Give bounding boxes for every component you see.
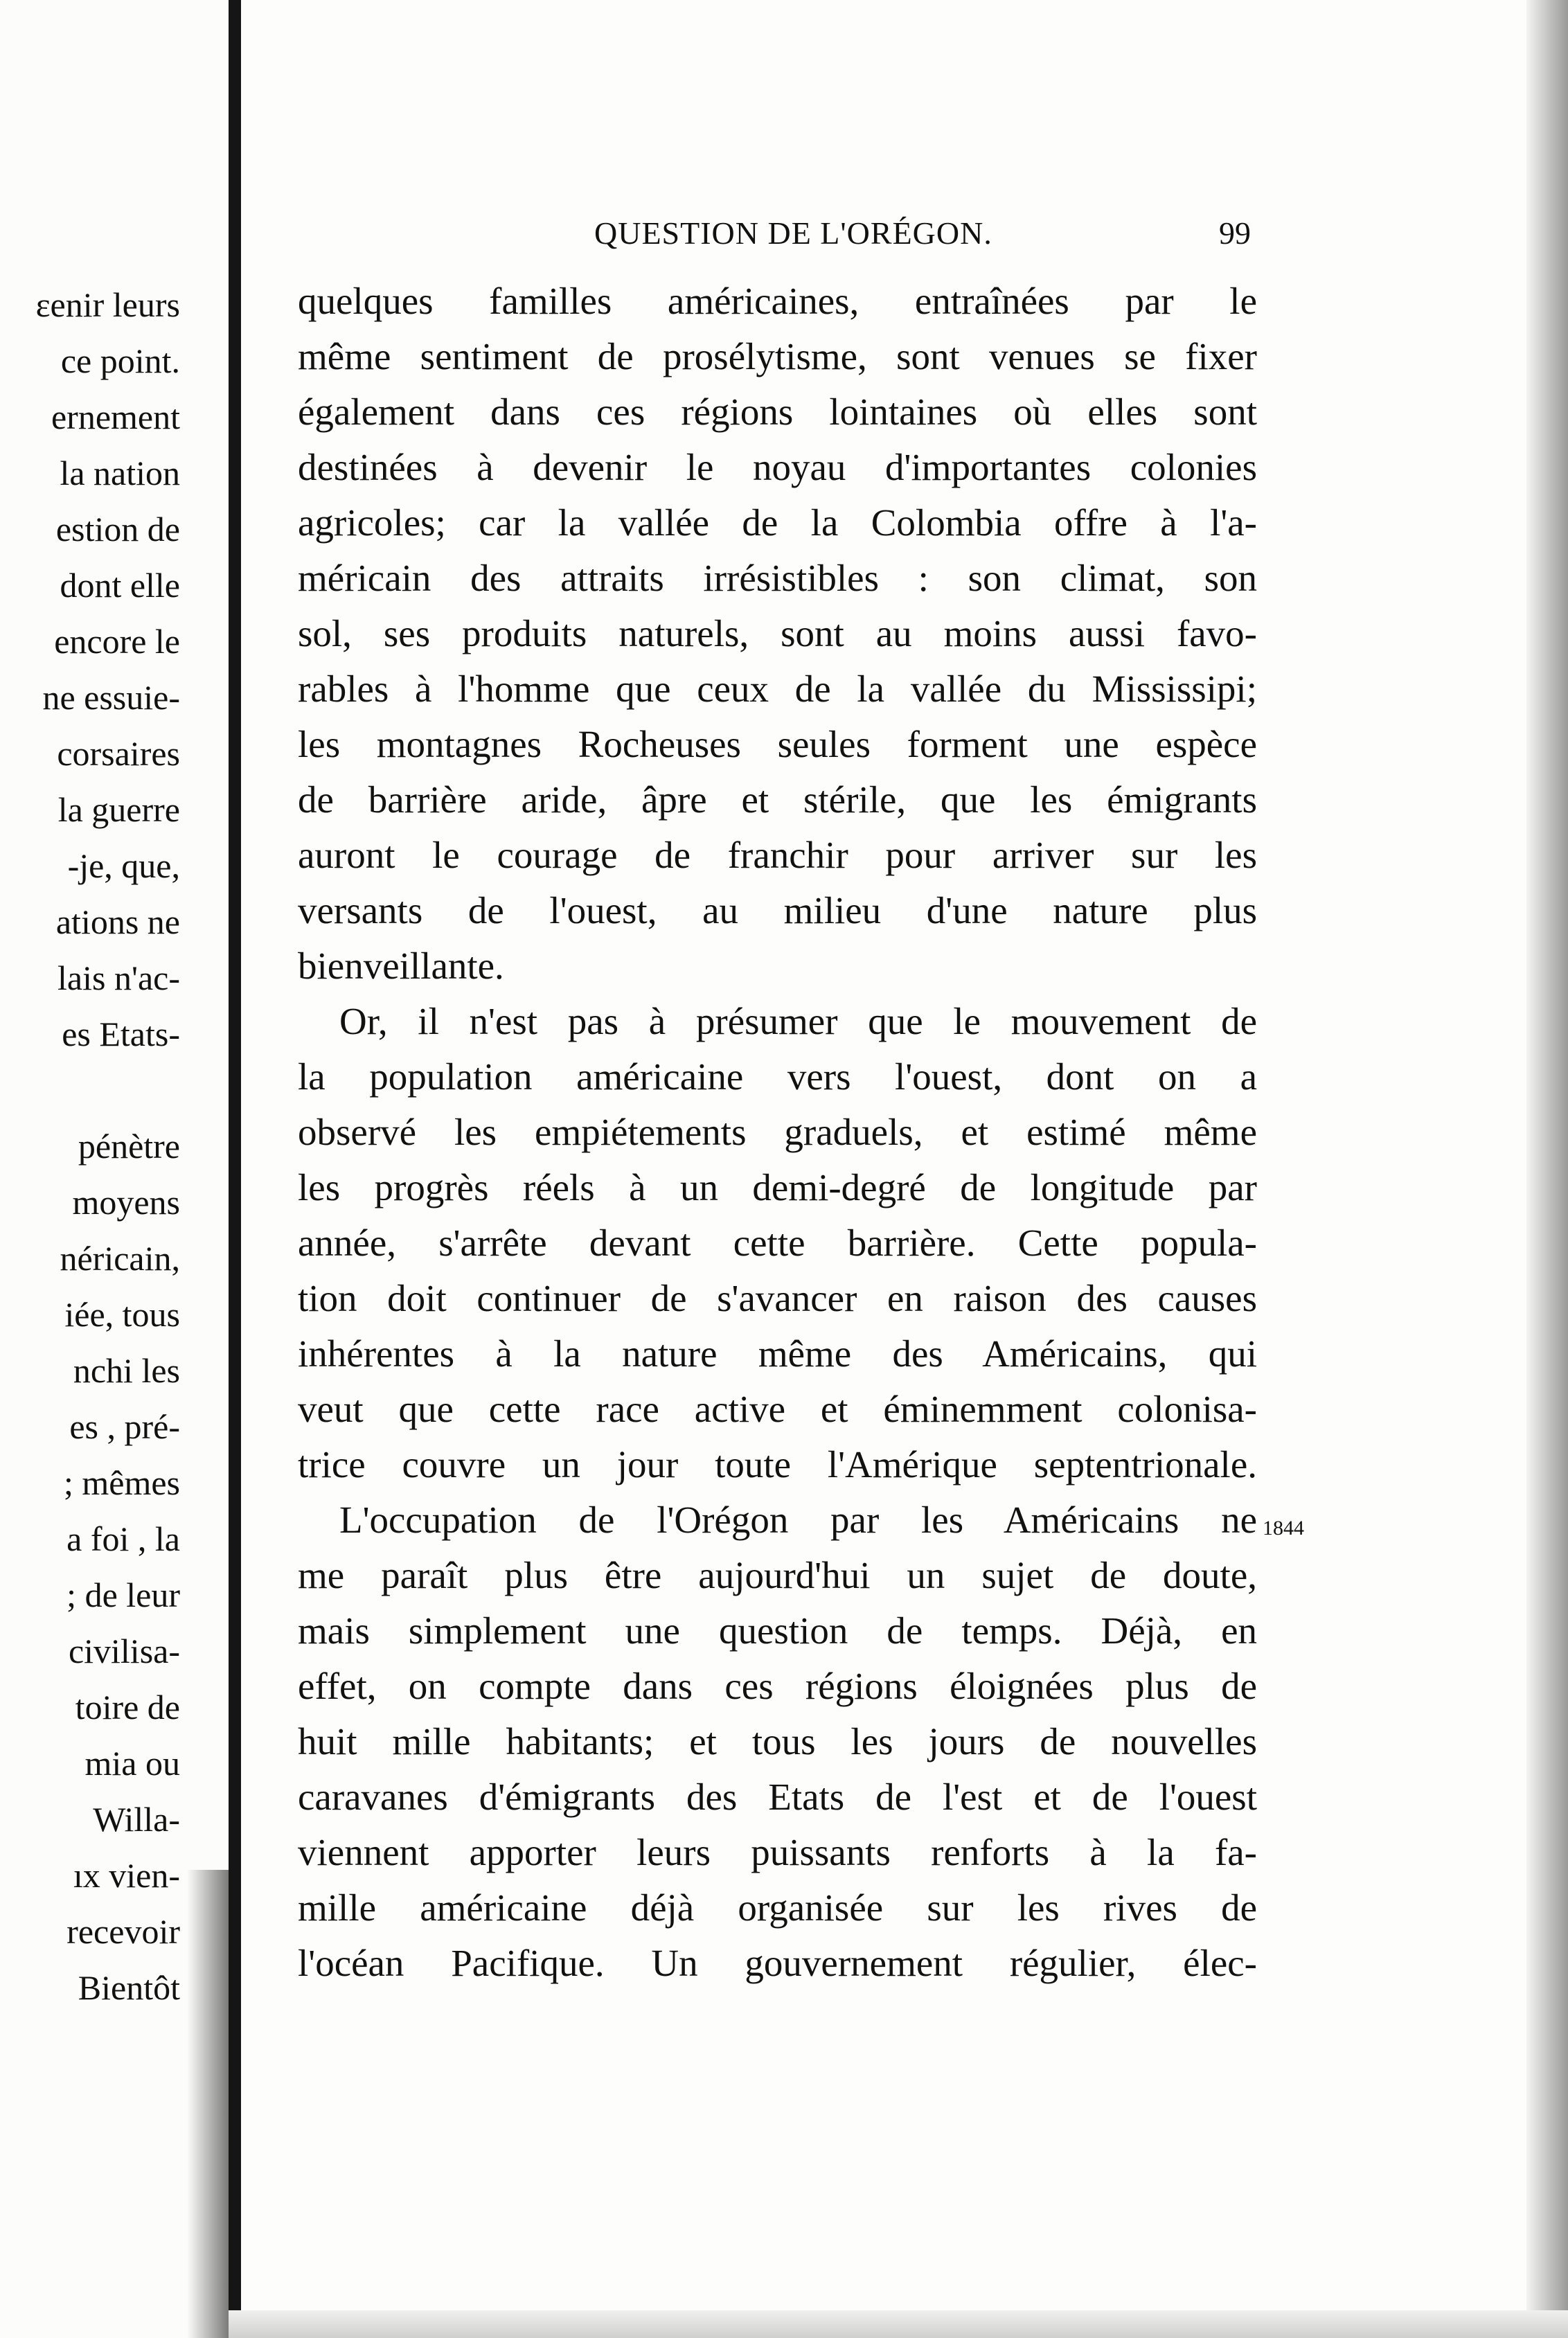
facing-line: es , pré- <box>69 1407 180 1446</box>
facing-line: -je, que, <box>67 846 180 885</box>
book-page <box>241 0 1526 2310</box>
facing-line: corsaires <box>57 734 180 773</box>
facing-line: a foi , la <box>66 1519 180 1558</box>
facing-line: pénètre <box>78 1127 180 1166</box>
facing-line: ne essuie- <box>42 678 180 717</box>
text-line: tion doit continuer de s'avancer en raison des causes <box>298 1277 1257 1319</box>
facing-line: la nation <box>60 454 180 492</box>
text-line: méricain des attraits irrésistibles : son climat, son <box>298 557 1257 599</box>
text-line: de barrière aride, âpre et stérile, que les émigrants <box>298 778 1257 821</box>
text-line: observé les empiétements graduels, et estimé même <box>298 1111 1257 1153</box>
text-line: mille américaine déjà organisée sur les rives de <box>298 1886 1257 1929</box>
paragraph-first-line: L'occupation de l'Orégon par les Américains ne <box>339 1499 1257 1541</box>
facing-line: ations ne <box>55 902 180 941</box>
body-text <box>298 274 1257 1991</box>
text-line: bienveillante. <box>298 945 504 987</box>
facing-line: ɛenir leurs <box>35 285 180 324</box>
text-line: inhérentes à la nature même des Américains, qui <box>298 1332 1257 1375</box>
facing-line: ; de leur <box>66 1576 180 1614</box>
facing-line <box>0 1062 180 1118</box>
text-line: quelques familles américaines, entraînées par le <box>298 280 1257 322</box>
facing-line: mia ou <box>84 1744 180 1783</box>
text-line: auront le courage de franchir pour arriver sur les <box>298 834 1257 876</box>
text-line: l'océan Pacifique. Un gouvernement régulier, élec- <box>298 1942 1257 1984</box>
text-line: destinées à devenir le noyau d'importantes colonies <box>298 446 1257 488</box>
running-head <box>241 208 1526 256</box>
facing-line: moyens <box>72 1183 180 1222</box>
text-line: les progrès réels à un demi-degré de longitude par <box>298 1166 1257 1208</box>
facing-line: lais n'ac- <box>57 958 180 997</box>
facing-line: encore le <box>54 622 180 661</box>
facing-line: nchi les <box>73 1351 180 1390</box>
margin-year-note: 1844 <box>1263 1517 1304 1540</box>
text-line: effet, on compte dans ces régions éloignées plus de <box>298 1665 1257 1707</box>
text-line: également dans ces régions lointaines où elles sont <box>298 391 1257 433</box>
book-gutter <box>229 0 241 2338</box>
text-line: même sentiment de prosélytisme, sont venues se fixer <box>298 335 1257 377</box>
facing-line: dont elle <box>60 566 180 605</box>
running-title: QUESTION DE L'ORÉGON. <box>594 215 992 251</box>
text-line: me paraît plus être aujourd'hui un sujet de doute, <box>298 1554 1257 1596</box>
text-line: veut que cette race active et éminemment colonisa- <box>298 1388 1257 1430</box>
facing-line: ce point. <box>60 341 180 380</box>
text-line: rables à l'homme que ceux de la vallée du Mississipi; <box>298 668 1257 710</box>
facing-line: néricain, <box>60 1239 180 1278</box>
page-edge <box>1526 0 1568 2338</box>
text-line: agricoles; car la vallée de la Colombia offre à l'a- <box>298 501 1257 544</box>
text-line: la population américaine vers l'ouest, dont on a <box>298 1055 1257 1098</box>
facing-line: ıx vien- <box>73 1856 180 1895</box>
facing-line: recevoir <box>66 1912 180 1951</box>
paragraph-first-line: Or, il n'est pas à présumer que le mouvement de <box>339 1000 1257 1042</box>
text-line: année, s'arrête devant cette barrière. Cette popula- <box>298 1222 1257 1264</box>
page-number: 99 <box>1219 215 1251 251</box>
facing-line: toire de <box>75 1688 180 1726</box>
facing-line: Bientôt <box>78 1968 180 2007</box>
page-bottom-edge <box>229 2310 1568 2338</box>
text-line: caravanes d'émigrants des Etats de l'est et de l'ouest <box>298 1776 1257 1818</box>
binding-shadow <box>187 1870 231 2338</box>
text-line: trice couvre un jour toute l'Amérique septentrionale. <box>298 1443 1257 1485</box>
facing-line: Willa- <box>93 1800 180 1839</box>
facing-line: estion de <box>55 510 180 548</box>
facing-page-text <box>0 277 180 2016</box>
text-line: viennent apporter leurs puissants renforts à la fa- <box>298 1831 1257 1873</box>
text-line: huit mille habitants; et tous les jours de nouvelles <box>298 1720 1257 1763</box>
facing-line: es Etats- <box>62 1015 180 1053</box>
text-line: versants de l'ouest, au milieu d'une nature plus <box>298 889 1257 931</box>
facing-line: ; mêmes <box>63 1463 180 1502</box>
facing-line: civilisa- <box>68 1632 180 1670</box>
facing-line: la guerre <box>57 790 180 829</box>
text-line: mais simplement une question de temps. Déjà, en <box>298 1609 1257 1652</box>
facing-line: iée, tous <box>64 1295 180 1334</box>
facing-line: ernement <box>51 398 180 436</box>
text-line: sol, ses produits naturels, sont au moins aussi favo- <box>298 612 1257 654</box>
text-line: les montagnes Rocheuses seules forment une espèce <box>298 723 1257 765</box>
